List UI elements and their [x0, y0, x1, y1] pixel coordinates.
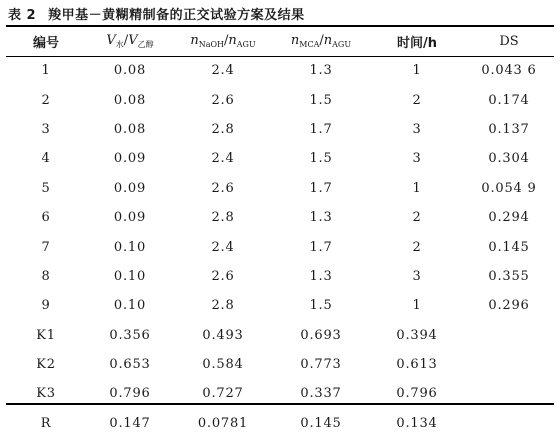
cell-time: 0.394	[396, 327, 438, 343]
table-caption	[8, 4, 305, 23]
table-row	[6, 85, 554, 114]
cell-ds	[464, 321, 554, 350]
cell-naoh-ratio: 0.0781	[197, 415, 249, 431]
cell-naoh-ratio: 0.727	[202, 386, 244, 402]
cell-ds: 0.174	[488, 92, 530, 108]
header-naoh-ratio: $n_{NaOH}/n_{AGU}$	[190, 33, 256, 49]
cell-ds	[464, 379, 554, 408]
cell-volume-ratio: 0.796	[109, 386, 151, 402]
table-row	[6, 232, 554, 261]
cell-mca-ratio: 0.693	[300, 327, 342, 343]
cell-number: 9	[41, 298, 51, 314]
cell-mca-ratio: 0.145	[300, 415, 342, 431]
cell-volume-ratio: 0.653	[109, 357, 151, 373]
table-row	[6, 56, 554, 85]
cell-ds: 0.296	[488, 298, 530, 314]
cell-mca-ratio: 1.7	[309, 180, 333, 196]
cell-time: 0.796	[396, 386, 438, 402]
cell-number: 6	[41, 210, 51, 226]
table-title: 羧甲基－黄糊精制备的正交试验方案及结果	[48, 8, 305, 23]
cell-volume-ratio: 0.10	[113, 268, 147, 284]
cell-mca-ratio: 1.3	[309, 63, 333, 79]
cell-number: K3	[36, 386, 56, 402]
cell-mca-ratio: 1.5	[309, 298, 333, 314]
cell-number: K1	[36, 327, 56, 343]
cell-ds: 0.043 6	[481, 63, 537, 79]
table-row	[6, 115, 554, 144]
cell-mca-ratio: 1.5	[309, 151, 333, 167]
cell-time: 3	[412, 151, 422, 167]
cell-ds: 0.355	[488, 268, 530, 284]
cell-naoh-ratio: 2.4	[211, 151, 235, 167]
cell-number: 2	[41, 92, 51, 108]
table-row	[6, 144, 554, 173]
cell-volume-ratio: 0.10	[113, 298, 147, 314]
cell-naoh-ratio: 2.6	[211, 268, 235, 284]
header-mca-ratio: $n_{MCA}/n_{AGU}$	[290, 33, 352, 49]
cell-number: K2	[36, 357, 56, 373]
cell-number: 1	[41, 63, 51, 79]
table-row	[6, 321, 554, 350]
orthogonal-test-table	[6, 26, 554, 438]
cell-time: 3	[412, 121, 422, 137]
table-row	[6, 291, 554, 320]
cell-volume-ratio: 0.10	[113, 239, 147, 255]
cell-volume-ratio: 0.08	[113, 63, 147, 79]
cell-naoh-ratio: 0.584	[202, 357, 244, 373]
cell-naoh-ratio: 2.4	[211, 239, 235, 255]
cell-volume-ratio: 0.08	[113, 92, 147, 108]
cell-ds	[464, 409, 554, 438]
cell-number: 7	[41, 239, 51, 255]
table-row	[6, 350, 554, 379]
header-time: 时间/h	[396, 35, 437, 51]
cell-volume-ratio: 0.356	[109, 327, 151, 343]
table-row	[6, 379, 554, 408]
cell-ds: 0.054 9	[481, 180, 537, 196]
cell-mca-ratio: 1.3	[309, 268, 333, 284]
table-number: 表 2	[8, 8, 37, 23]
cell-time: 2	[412, 92, 422, 108]
cell-naoh-ratio: 2.8	[211, 298, 235, 314]
cell-ds: 0.304	[488, 151, 530, 167]
cell-number: R	[40, 415, 52, 431]
table-row	[6, 262, 554, 291]
table-row	[6, 409, 554, 438]
cell-ds: 0.137	[488, 121, 530, 137]
cell-naoh-ratio: 0.493	[202, 327, 244, 343]
cell-time: 0.134	[396, 415, 438, 431]
cell-mca-ratio: 1.3	[309, 210, 333, 226]
cell-number: 5	[41, 180, 51, 196]
cell-time: 2	[412, 210, 422, 226]
cell-number: 8	[41, 268, 51, 284]
cell-mca-ratio: 1.7	[309, 239, 333, 255]
cell-volume-ratio: 0.09	[113, 151, 147, 167]
cell-mca-ratio: 1.7	[309, 121, 333, 137]
cell-naoh-ratio: 2.6	[211, 180, 235, 196]
cell-time: 1	[412, 298, 422, 314]
cell-naoh-ratio: 2.4	[211, 63, 235, 79]
table-row	[6, 174, 554, 203]
cell-volume-ratio: 0.09	[113, 180, 147, 196]
cell-naoh-ratio: 2.6	[211, 92, 235, 108]
cell-time: 2	[412, 239, 422, 255]
cell-mca-ratio: 0.773	[300, 357, 342, 373]
cell-volume-ratio: 0.09	[113, 210, 147, 226]
cell-time: 1	[412, 63, 422, 79]
cell-ds: 0.294	[488, 210, 530, 226]
cell-time: 0.613	[396, 357, 438, 373]
cell-ds	[464, 350, 554, 379]
cell-time: 1	[412, 180, 422, 196]
cell-mca-ratio: 0.337	[300, 386, 342, 402]
cell-mca-ratio: 1.5	[309, 92, 333, 108]
cell-time: 3	[412, 268, 422, 284]
cell-naoh-ratio: 2.8	[211, 210, 235, 226]
header-volume-ratio: $V_水/V_{乙醇}$	[106, 32, 154, 49]
header-number: 编号	[32, 35, 59, 51]
cell-naoh-ratio: 2.8	[211, 121, 235, 137]
cell-volume-ratio: 0.08	[113, 121, 147, 137]
cell-volume-ratio: 0.147	[109, 415, 151, 431]
cell-ds: 0.145	[488, 239, 530, 255]
header-ds: DS	[499, 33, 519, 49]
header-row	[6, 26, 554, 56]
cell-number: 3	[41, 121, 51, 137]
cell-number: 4	[41, 151, 51, 167]
table-row	[6, 203, 554, 232]
